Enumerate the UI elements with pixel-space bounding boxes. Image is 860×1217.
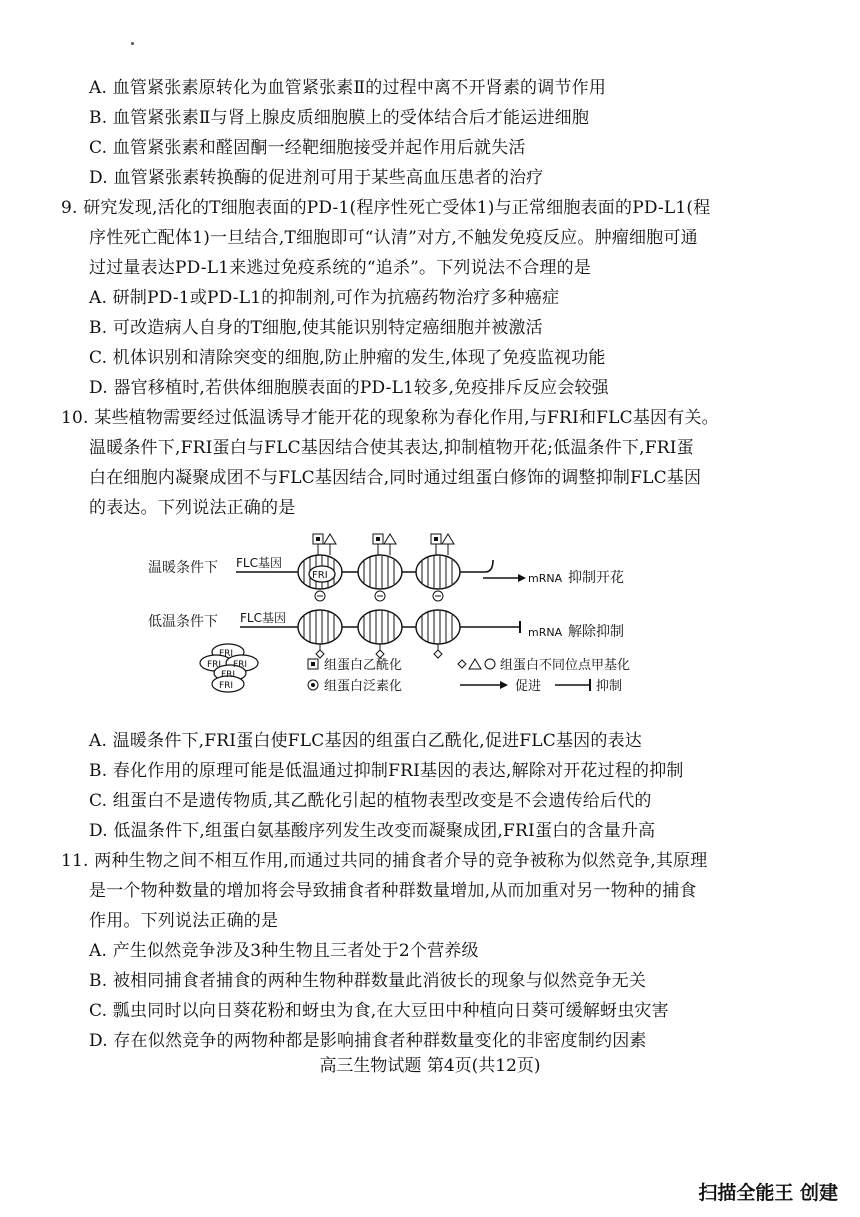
- q8-option-b: B. 血管紧张素Ⅱ与肾上腺皮质细胞膜上的受体结合后才能运进细胞: [89, 108, 590, 128]
- q9-option-a: A. 研制PD-1或PD-L1的抑制剂,可作为抗癌药物治疗多种癌症: [89, 288, 560, 308]
- q10-stem-line4: 的表达。下列说法正确的是: [89, 498, 296, 518]
- fri-protein-bound: [309, 566, 335, 582]
- scan-dot: [131, 42, 134, 45]
- q11-stem-line3: 作用。下列说法正确的是: [89, 911, 279, 931]
- q11-stem-line1: 11. 两种生物之间不相互作用,而通过共同的捕食者介导的竞争被称为似然竞争,其原理: [61, 851, 708, 871]
- cold-mrna-label: mRNA: [528, 626, 563, 639]
- q11-option-c: C. 瓢虫同时以向日葵花粉和蚜虫为食,在大豆田中种植向日葵可缓解蚜虫灾害: [89, 1001, 669, 1021]
- q10-option-d: D. 低温条件下,组蛋白氨基酸序列发生改变而凝聚成团,FRI蛋白的含量升高: [89, 821, 656, 841]
- methyl-legend-icons: [458, 659, 495, 669]
- warm-dna-end: [485, 560, 493, 572]
- legend-methylation: 组蛋白不同位点甲基化: [500, 658, 631, 673]
- fri-agg-3: FRI: [233, 660, 248, 670]
- q10-option-a: A. 温暖条件下,FRI蛋白使FLC基因的组蛋白乙酰化,促进FLC基因的表达: [89, 731, 642, 751]
- diagram-legend: [308, 657, 630, 694]
- warm-arrowhead: [518, 574, 526, 582]
- legend-promote: 促进: [515, 679, 542, 694]
- cold-flc-gene-label: FLC基因: [240, 611, 286, 625]
- warm-result-label: 抑制开花: [568, 570, 624, 586]
- fri-bound-label: FRI: [312, 570, 328, 581]
- warm-mrna-label: mRNA: [528, 572, 563, 585]
- legend-ubiquitination: 组蛋白泛素化: [324, 679, 403, 694]
- q11-option-b: B. 被相同捕食者捕食的两种生物种群数量此消彼长的现象与似然竞争无关: [89, 971, 647, 991]
- warm-condition-label: 温暖条件下: [148, 560, 218, 576]
- cold-result-label: 解除抑制: [568, 624, 624, 640]
- cold-condition-label: 低温条件下: [148, 614, 218, 630]
- q8-option-a: A. 血管紧张素原转化为血管紧张素Ⅱ的过程中离不开肾素的调节作用: [89, 78, 607, 98]
- q9-stem-line2: 序性死亡配体1)一旦结合,T细胞即可“认清”对方,不触发免疫反应。肿瘤细胞可通: [89, 228, 698, 248]
- q9-option-c: C. 机体识别和清除突变的细胞,防止肿瘤的发生,体现了免疫监视功能: [89, 348, 606, 368]
- q11-stem-line2: 是一个物种数量的增加将会导致捕食者种群数量增加,从而加重对另一物种的捕食: [89, 881, 697, 901]
- cold-methyl-marks: [316, 644, 442, 658]
- fri-agg-4: FRI: [221, 670, 236, 680]
- fri-aggregate-cluster: [200, 644, 258, 692]
- q8-option-c: C. 血管紧张素和醛固酮一经靶细胞接受并起作用后就失活: [89, 138, 526, 158]
- q10-option-c: C. 组蛋白不是遗传物质,其乙酰化引起的植物表型改变是不会遗传给后代的: [89, 791, 652, 811]
- q9-stem-line3: 过过量表达PD-L1来逃过免疫系统的“追杀”。下列说法不合理的是: [89, 258, 592, 278]
- q9-option-b: B. 可改造病人自身的T细胞,使其能识别特定癌细胞并被激活: [89, 318, 543, 338]
- q11-option-a: A. 产生似然竞争涉及3种生物且三者处于2个营养级: [89, 941, 479, 961]
- cold-nucleosome-1: [298, 610, 342, 644]
- fri-agg-1: FRI: [219, 649, 234, 659]
- q10-option-b: B. 春化作用的原理可能是低温通过抑制FRI基因的表达,解除对开花过程的抑制: [89, 761, 684, 781]
- warm-nucleosome-2: [358, 555, 402, 589]
- warm-nucleosome-3: [416, 555, 460, 589]
- fri-agg-2: FRI: [207, 660, 222, 670]
- legend-inhibit: 抑制: [596, 679, 623, 694]
- warm-flc-gene-label: FLC基因: [236, 556, 282, 570]
- scanner-watermark: 扫描全能王 创建: [698, 1182, 838, 1204]
- page-footer: 高三生物试题 第4页(共12页): [319, 1056, 541, 1076]
- q10-stem-line2: 温暖条件下,FRI蛋白与FLC基因结合使其表达,抑制植物开花;低温条件下,FRI蛋: [89, 438, 694, 458]
- q9-stem-line1: 9. 研究发现,活化的T细胞表面的PD-1(程序性死亡受体1)与正常细胞表面的PD-L1(程: [61, 198, 711, 218]
- q8-option-d: D. 血管紧张素转换酶的促进剂可用于某些高血压患者的治疗: [89, 168, 544, 188]
- fri-agg-5: FRI: [219, 681, 234, 691]
- legend-acetylation: 组蛋白乙酰化: [324, 658, 403, 673]
- q10-stem-line3: 白在细胞内凝聚成团不与FLC基因结合,同时通过组蛋白修饰的调整抑制FLC基因: [89, 468, 702, 488]
- q10-stem-line1: 10. 某些植物需要经过低温诱导才能开花的现象称为春化作用,与FRI和FLC基因有关。: [61, 408, 719, 428]
- q9-option-d: D. 器官移植时,若供体细胞膜表面的PD-L1较多,免疫排斥反应会较强: [89, 378, 609, 398]
- cold-nucleosome-3: [416, 610, 460, 644]
- vernalization-diagram: [140, 530, 700, 700]
- cold-nucleosome-2: [358, 610, 402, 644]
- q11-option-d: D. 存在似然竞争的两物种都是影响捕食者种群数量变化的非密度制约因素: [89, 1031, 647, 1051]
